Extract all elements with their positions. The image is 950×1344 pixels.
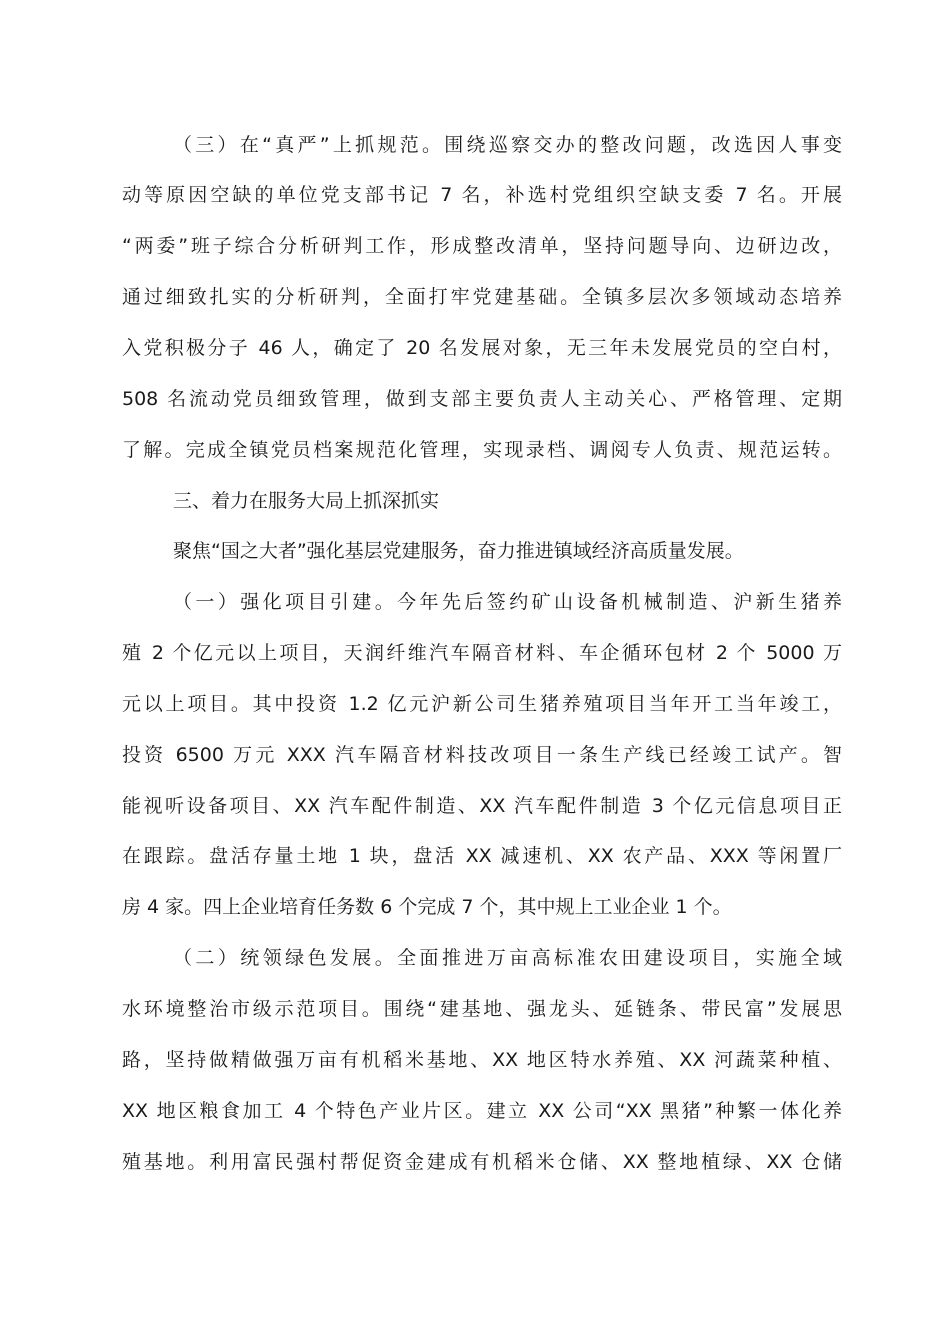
text-line: 水环境整治市级示范项目。围绕“建基地、强龙头、延链条、带民富”发展思 — [122, 998, 842, 1020]
text-line: 投资 6500 万元 XXX 汽车隔音材料技改项目一条生产线已经竣工试产。智 — [122, 744, 842, 766]
text-line: 通过细致扎实的分析研判，全面打牢党建基础。全镇多层次多领域动态培养 — [122, 286, 842, 308]
text-line: 动等原因空缺的单位党支部书记 7 名，补选村党组织空缺支委 7 名。开展 — [122, 184, 842, 206]
text-line: 聚焦“国之大者”强化基层党建服务，奋力推进镇域经济高质量发展。 — [173, 540, 744, 562]
text-line: 殖 2 个亿元以上项目，天润纤维汽车隔音材料、车企循环包材 2 个 5000 万 — [122, 642, 842, 664]
text-line: （三）在“真严”上抓规范。围绕巡察交办的整改问题，改选因人事变 — [173, 134, 842, 156]
text-line: （二）统领绿色发展。全面推进万亩高标准农田建设项目，实施全域 — [173, 947, 842, 969]
section-heading: 三、着力在服务大局上抓深抓实 — [173, 490, 440, 512]
text-line: 入党积极分子 46 人，确定了 20 名发展对象，无三年未发展党员的空白村， — [122, 337, 842, 359]
text-line: 508 名流动党员细致管理，做到支部主要负责人主动关心、严格管理、定期 — [122, 388, 842, 410]
text-line: 在跟踪。盘活存量土地 1 块，盘活 XX 减速机、XX 农产品、XXX 等闲置厂 — [122, 845, 842, 867]
text-line: 殖基地。利用富民强村帮促资金建成有机稻米仓储、XX 整地植绿、XX 仓储 — [122, 1151, 842, 1173]
text-line: 了解。完成全镇党员档案规范化管理，实现录档、调阅专人负责、规范运转。 — [122, 439, 842, 461]
text-line: 房 4 家。四上企业培育任务数 6 个完成 7 个，其中规上工业企业 1 个。 — [122, 896, 732, 918]
text-line: “两委”班子综合分析研判工作，形成整改清单，坚持问题导向、边研边改， — [122, 235, 842, 257]
text-line: 元以上项目。其中投资 1.2 亿元沪新公司生猪养殖项目当年开工当年竣工， — [122, 693, 842, 715]
text-line: （一）强化项目引建。今年先后签约矿山设备机械制造、沪新生猪养 — [173, 591, 842, 613]
text-line: XX 地区粮食加工 4 个特色产业片区。建立 XX 公司“XX 黑猪”种繁一体化养 — [122, 1100, 842, 1122]
text-line: 能视听设备项目、XX 汽车配件制造、XX 汽车配件制造 3 个亿元信息项目正 — [122, 795, 842, 817]
text-line: 路，坚持做精做强万亩有机稻米基地、XX 地区特水养殖、XX 河蔬菜种植、 — [122, 1049, 842, 1071]
